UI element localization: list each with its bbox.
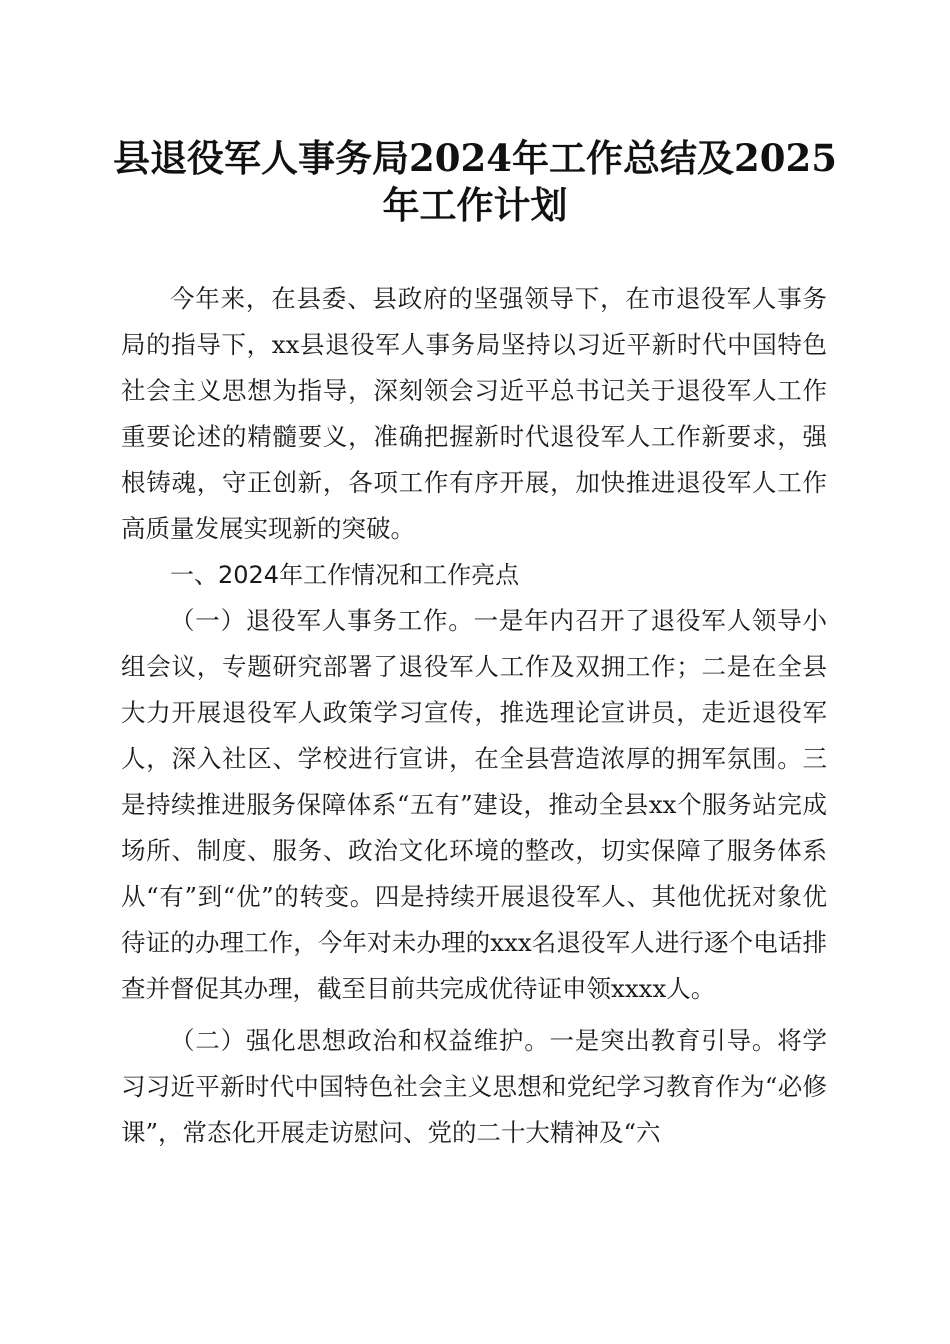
subsection-1-paragraph: [121, 598, 827, 1012]
subsection-2-paragraph: [121, 1018, 827, 1156]
document-title: 县退役军人事务局2024年工作总结及2025年工作计划: [113, 136, 837, 227]
intro-paragraph: 今年来，在县委、县政府的坚强领导下，在市退役军人事务局的指导下，xx县退役军人事务局坚持以习近平新时代中国特色社会主义思想为指导，深刻领会习近平总书记关于退役军人工作重要论述的精髓要义，准确把握新时代退役军人工作新要求，强根铸魂，守正创新，各项工作有序开展，加快推进退役军人工作高质量发展实现新的突破。: [121, 284, 827, 543]
subsection-1-body: 一是年内召开了退役军人领导小组会议，专题研究部署了退役军人工作及双拥工作；二是在全县大力开展退役军人政策学习宣传，推选理论宣讲员，走近退役军人，深入社区、学校进行宣讲，在全县营造浓厚的拥军氛围。三是持续推进服务保障体系“五有”建设，推动全县xx个服务站完成场所、制度、服务、政治文化环境的整改，切实保障了服务体系从“有”到“优”的转变。四是持续开展退役军人、其他优抚对象优待证的办理工作，今年对未办理的xxx名退役军人进行逐个电话排查并督促其办理，截至目前共完成优待证申领xxxx人。: [121, 606, 828, 1003]
subsection-2-lead: （二）强化思想政治和权益维护。: [170, 1026, 550, 1055]
document-body: [121, 276, 827, 1156]
subsection-1-lead: （一）退役军人事务工作。: [170, 606, 474, 635]
subsection-2-body: 一是突出教育引导。将学习习近平新时代中国特色社会主义思想和党纪学习教育作为“必修课”，常态化开展走访慰问、党的二十大精神及“六: [121, 1026, 827, 1147]
section-heading: 一、2024年工作情况和工作亮点: [170, 561, 520, 589]
